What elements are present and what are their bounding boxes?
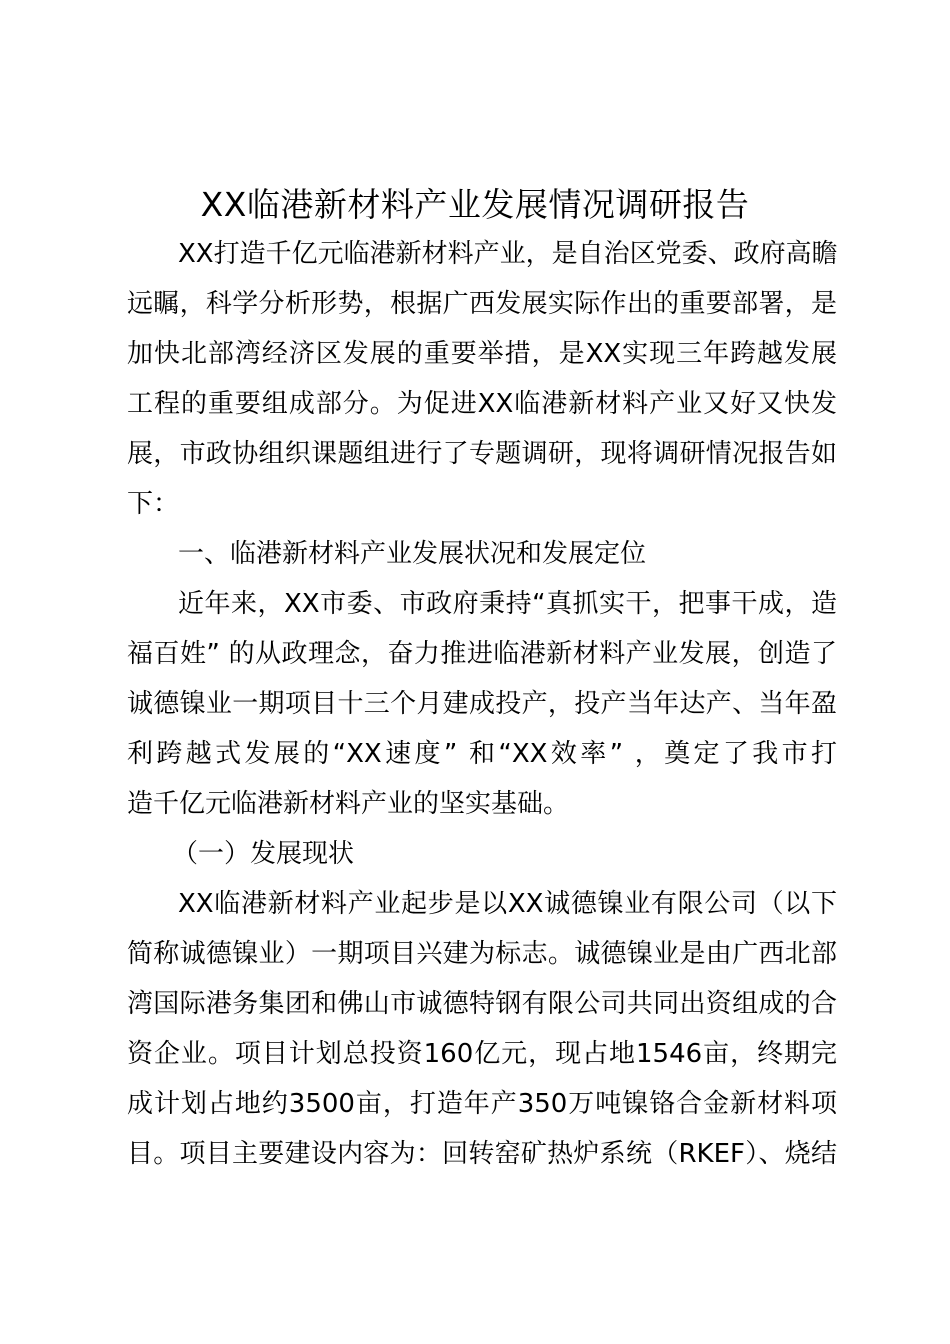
paragraph-line: 近年来，XX市委、市政府秉持“真抓实干，把事干成，造 (178, 589, 837, 619)
paragraph-line: 资企业。项目计划总投资160亿元，现占地1546亩，终期完 (127, 1039, 837, 1069)
paragraph-line: 成计划占地约3500亩，打造年产350万吨镍铬合金新材料项 (127, 1089, 837, 1119)
paragraph-line: XX打造千亿元临港新材料产业，是自治区党委、政府高瞻 (178, 239, 838, 269)
paragraph-line: 目。项目主要建设内容为：回转窑矿热炉系统（RKEF）、烧结 (127, 1139, 837, 1169)
paragraph-line: 福百姓” 的从政理念，奋力推进临港新材料产业发展，创造了 (127, 639, 837, 669)
paragraph-line: 工程的重要组成部分。为促进XX临港新材料产业又好又快发 (127, 389, 837, 419)
paragraph-line: XX临港新材料产业起步是以XX诚德镍业有限公司（以下 (178, 889, 837, 919)
paragraph-line: 湾国际港务集团和佛山市诚德特钢有限公司共同出资组成的合 (127, 989, 837, 1019)
paragraph-line: 远瞩，科学分析形势，根据广西发展实际作出的重要部署，是 (127, 289, 837, 319)
paragraph-line: 造千亿元临港新材料产业的坚实基础。 (127, 789, 570, 819)
paragraph-line: 展，市政协组织课题组进行了专题调研，现将调研情况报告如 (127, 439, 837, 469)
paragraph-line: 诚德镍业一期项目十三个月建成投产，投产当年达产、当年盈 (127, 689, 837, 719)
document-title: XX临港新材料产业发展情况调研报告 (200, 185, 750, 224)
paragraph-line: 简称诚德镍业）一期项目兴建为标志。诚德镍业是由广西北部 (127, 939, 837, 969)
paragraph-line: 加快北部湾经济区发展的重要举措，是XX实现三年跨越发展 (127, 339, 837, 369)
section-heading: 一、临港新材料产业发展状况和发展定位 (178, 539, 647, 569)
paragraph-line: 利跨越式发展的“XX速度” 和“XX效率” ，奠定了我市打 (127, 739, 837, 769)
subsection-heading: （一）发展现状 (172, 839, 355, 869)
paragraph-line: 下： (127, 489, 180, 519)
